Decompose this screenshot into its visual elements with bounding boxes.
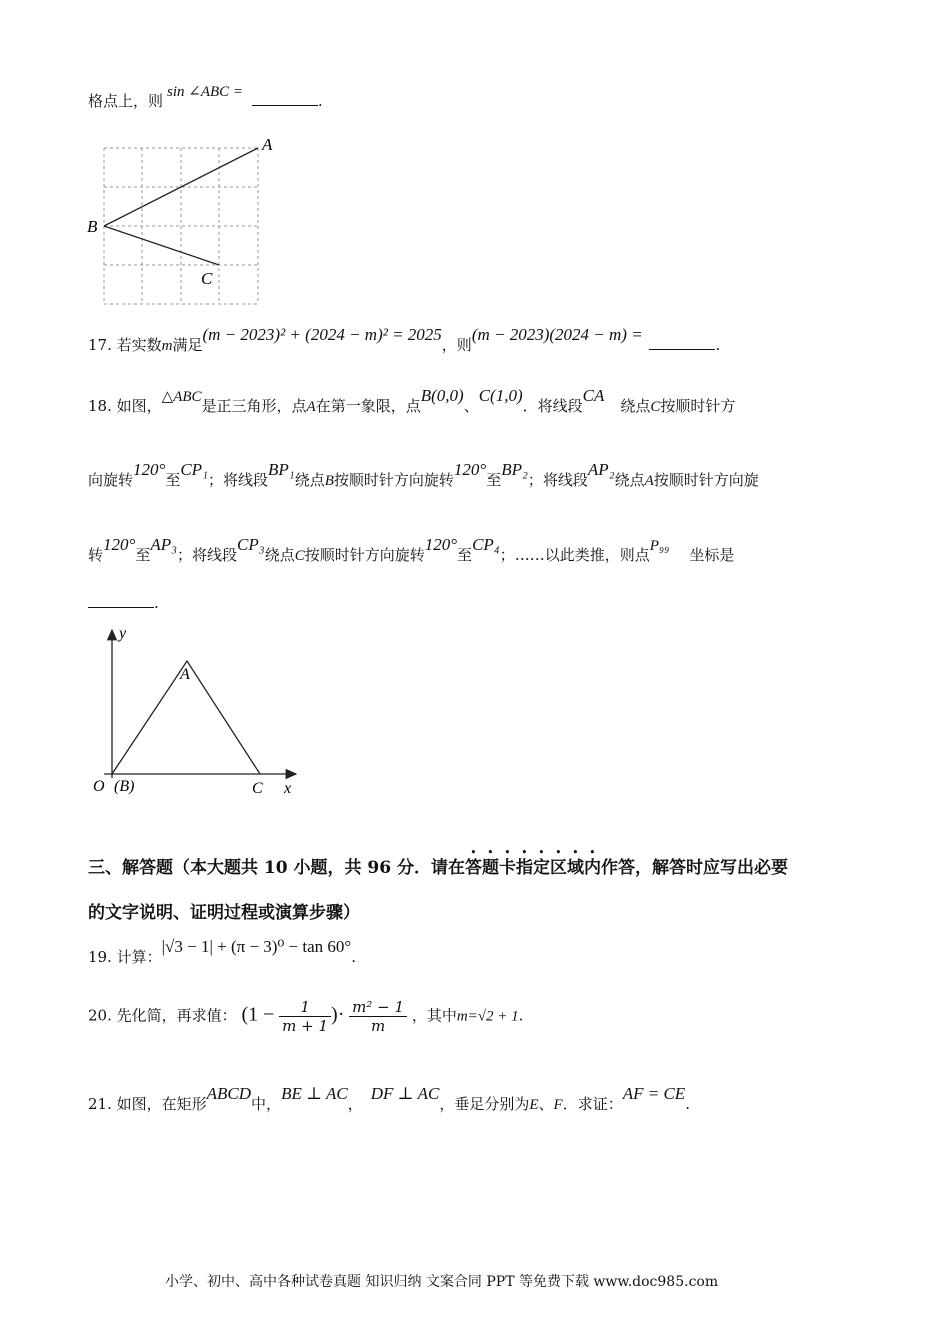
period: . [154,594,159,612]
text: 如图， [116,397,162,415]
q18-number: 18. [88,397,112,415]
q18-coordinate-figure [86,620,306,800]
period: . [715,336,721,354]
text: ；将线段 [177,546,238,564]
q19-number: 19. [88,948,112,966]
text: ， [347,1095,363,1113]
text: 绕点 [294,471,325,489]
math: B(0,0) [420,386,464,405]
math: AP₂ [587,460,615,479]
math: C(1,0) [478,386,523,405]
text: 向旋转 [88,471,134,489]
answer-blank [649,348,715,350]
text: 坐标是 [689,546,735,564]
q20-number: 20. [88,1006,112,1025]
label-c: C [201,269,213,288]
q17-text: 若实数 [116,336,162,354]
label-y: y [119,625,127,642]
text: 按顺时针方向旋转 [333,471,454,489]
period: . [351,948,356,966]
math: 120° [103,535,136,554]
q19-line [88,937,356,967]
math: C [294,548,305,564]
math: △ABC [161,389,202,405]
text: 是正三角形，点 [201,397,307,415]
math: BP₂ [501,460,528,479]
math: A [306,399,316,415]
q17-var: m [161,338,173,354]
math: CP₁ [180,460,208,479]
q20-text: 先化简，再求值： [116,1006,237,1025]
text: ．求证： [562,1095,623,1113]
q19-text: 计算： [116,948,162,966]
text: 绕点 [620,397,651,415]
math: AP₃ [150,535,178,554]
text: 、 [463,397,479,415]
denominator: m [370,1017,386,1035]
q16-text: 格点上，则 [88,92,164,110]
q20-fraction-1 [279,998,331,1035]
label-a: A [262,136,273,154]
label-a: A [180,666,190,683]
label-c: C [252,780,263,797]
math: DF ⊥ AC [370,1084,440,1103]
q16-expr: sin ∠ABC = [167,84,244,100]
section-heading [88,848,788,878]
answer-blank [252,104,318,106]
q17-number: 17. [88,336,112,354]
period: . [317,92,323,110]
q20-line [88,998,523,1035]
label-b: B [87,217,98,236]
q18-line-3 [88,535,735,565]
math: C [650,399,661,415]
q18-line-1 [88,386,736,416]
section-heading-line-2: 的文字说明、证明过程或演算步骤） [88,903,360,923]
text: 至 [165,471,181,489]
text: 至 [486,471,502,489]
q21-line [88,1084,690,1114]
math: B [324,473,334,489]
math: A [644,473,654,489]
math: 120° [133,460,166,479]
answer-blank [88,606,154,608]
text: 在第一象限，点 [315,397,421,415]
text: ；将线段 [207,471,268,489]
q21-number: 21. [88,1095,112,1113]
q17-text: ，则 [441,336,472,354]
math: CA [582,386,605,405]
math: CP₄ [472,535,500,554]
q20-paren-open: (1 − [241,1003,275,1026]
numerator: m² − 1 [349,998,407,1017]
section-heading-part: 三、解答题（本大题共 10 小题，共 96 分．请在 [88,858,465,878]
period: . [518,1006,524,1025]
section-heading-emphasis: 答题卡指定区域内 [465,858,601,878]
math: E [529,1097,539,1113]
text: 按顺时针方向旋转 [304,546,425,564]
math: BP₁ [268,460,295,479]
label-o: O [93,778,105,795]
q17-equation: (m − 2023)² + (2024 − m)² = 2025 [202,325,442,344]
text: 绕点 [614,471,645,489]
text: ；将线段 [527,471,588,489]
math: F [553,1097,563,1113]
q20-value: m=√2 + 1 [456,1008,519,1025]
math: 120° [424,535,458,554]
math: ABCD [206,1084,252,1103]
text: 按顺时针方向旋 [653,471,759,489]
q19-expression: |√3 − 1| + (π − 3)⁰ − tan 60° [161,937,352,956]
q18-line-2 [88,460,759,490]
q17-expression: (m − 2023)(2024 − m) = [471,325,643,344]
text: 至 [457,546,473,564]
numerator: 1 [279,998,331,1017]
section-heading-part: 作答，解答时应写出必要 [601,858,788,878]
q16-line [88,84,323,111]
text: 绕点 [264,546,295,564]
text: 中， [251,1095,282,1113]
q20-text: ，其中 [411,1006,457,1025]
q20-fraction-2 [349,998,407,1035]
q17-text: 满足 [172,336,203,354]
triangle-abc [104,148,258,265]
math: BE ⊥ AC [281,1084,348,1103]
label-b: (B) [114,778,135,795]
q20-paren-close: )· [331,1003,345,1026]
text: 转 [88,546,104,564]
text: . [685,1095,690,1113]
grid-lines [104,148,258,304]
label-x: x [284,780,292,797]
text: 至 [135,546,151,564]
text: 按顺时针方 [660,397,736,415]
math: P₉₉ [649,538,670,554]
text: ；……以此类推，则点 [499,546,650,564]
math: 120° [453,460,487,479]
math: AF = CE [622,1084,686,1103]
denominator: m + 1 [282,1017,329,1035]
text: 如图，在矩形 [116,1095,207,1113]
q16-grid-figure [84,136,284,311]
text: ，垂足分别为 [439,1095,530,1113]
page-footer: 小学、初中、高中各种试卷真题 知识归纳 文案合同 PPT 等免费下载 www.doc985.com [165,1274,719,1290]
math: CP₃ [237,535,265,554]
q18-answer-line [88,594,159,612]
q18-line-1-content [116,386,736,415]
q17-line [88,325,721,355]
text: 、 [538,1095,554,1113]
text: ．将线段 [522,397,583,415]
